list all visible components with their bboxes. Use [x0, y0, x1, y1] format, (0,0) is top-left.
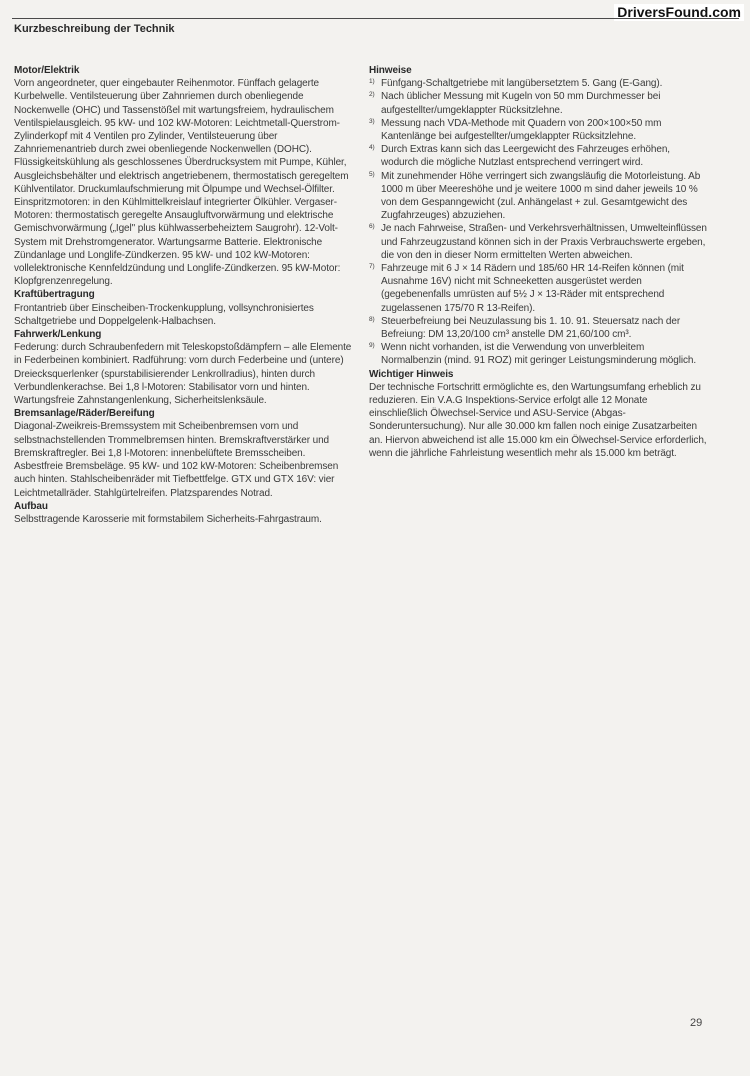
footnote-text: Mit zunehmender Höhe verringert sich zwangsläufig die Motorleistung. Ab 1000 m über Meereshöhe und je weitere 1000 m sind daher jeweils 10 % von dem Gespanngewicht (zul. Anhängelast + zul. Gesamtgewicht des Zugfahrzeuges) abzuziehen. [381, 170, 701, 222]
footnote-number: 5) [369, 170, 375, 178]
important-title: Wichtiger Hinweis [369, 368, 454, 380]
section-kraftuebertragung [14, 288, 356, 328]
footnote-text: Durch Extras kann sich das Leergewicht des Fahrzeuges erhöhen, wodurch die mögliche Nutzlast entsprechend verringert wird. [381, 144, 670, 169]
footnote-text: Messung nach VDA-Methode mit Quadern von 200×100×50 mm Kantenlänge bei aufgestellter/umgeklappter Rücksitzlehne. [381, 117, 662, 143]
section-aufbau [14, 500, 356, 526]
footnote [369, 90, 707, 116]
section-text: Vorn angeordneter, quer eingebauter Reihenmotor. Fünffach gelagerte Kurbelwelle. Ventilsteuerung über Zahnriemen durch obenliegende Nockenwelle (OHC) und Tassenstößel mit wartungsfreiem, hydraulischem Ventilspielausgleich. 95 kW- und 102 kW-Motoren: Leichtmetall-Querstrom-Zylinderkopf mit 4 Ventilen pro Zylinder, Ventilsteuerung über Zahnriemenantrieb durch zwei obenliegende Nockenwellen (DOHC). Flüssigkeitskühlung als geschlossenes Überdrucksystem mit Pumpe, Kühler, Ausgleichsbehälter und elektrisch angetriebenem, thermostatisch geregeltem Kühlventilator. Druckumlaufschmierung mit Ölpumpe und Wechsel-Ölfilter. Einspritzmotoren: in den Kühlmittelkreislauf integrierter Ölkühler. Vergaser-Motoren: thermostatisch geregelte Ansaugluftvorwärmung und elektrische Gemischvorwärmung („Igel" plus kühlwasserbeheiztem Saugrohr). 12-Volt-System mit Drehstromgenerator. Wartungsarme Batterie. Elektronische Zündanlage und Longlife-Zündkerzen. 95 kW- und 102 kW-Motoren: vollelektronische Kennfeldzündung und Longlife-Zündkerzen. 95 kW-Motor: Klopfgrenzenregelung. [14, 78, 349, 288]
footnote-number: 4) [369, 144, 375, 152]
important-text: Der technische Fortschritt ermöglichte es, den Wartungsumfang erheblich zu reduzieren. Ein V.A.G Inspektions-Service erfolgt alle 12 Monate einschließlich Ölwechsel-Service und ASU-Service (Abgas-Sonderuntersuchung). Nur alle 30.000 km fallen noch einige Zusatzarbeiten an. Hiervon abweichend ist alle 15.000 km ein Ölwechsel-Service erforderlich, wenn die jährliche Fahrleistung wesentlich mehr als 15.000 km beträgt. [369, 381, 707, 459]
footnote-number: 7) [369, 263, 375, 271]
footnote-number: 2) [369, 91, 375, 99]
right-column [369, 64, 707, 460]
footnote [369, 77, 707, 90]
footnote [369, 170, 707, 223]
footnote-text: Steuerbefreiung bei Neuzulassung bis 1. 10. 91. Steuersatz nach der Befreiung: DM 13,20/100 cm³ anstelle DM 21,60/100 cm³. [381, 315, 681, 341]
page-number: 29 [690, 1017, 703, 1029]
section-fahrwerk [14, 328, 356, 407]
footnote-number: 6) [369, 223, 375, 231]
footnote-number: 9) [369, 342, 375, 350]
section-motor [14, 64, 356, 288]
footnote [369, 315, 707, 341]
section-title: Bremsanlage/Räder/Bereifung [14, 408, 155, 420]
left-column [14, 64, 356, 526]
watermark: DriversFound.com [614, 4, 744, 21]
footnote [369, 143, 707, 169]
section-text: Selbsttragende Karosserie mit formstabilem Sicherheits-Fahrgastraum. [14, 513, 322, 525]
section-title: Fahrwerk/Lenkung [14, 329, 102, 341]
notes-title: Hinweise [369, 65, 412, 76]
section-text: Frontantrieb über Einscheiben-Trockenkupplung, vollsynchronisiertes Schaltgetriebe und Doppelgelenk-Halbachsen. [14, 302, 314, 327]
footnote-text: Fahrzeuge mit 6 J × 14 Rädern und 185/60 HR 14-Reifen können (mit Ausnahme 16V) nicht mit Schneeketten ausgerüstet werden (gegebenenfalls umrüsten auf 5½ J × 13-Räder mit entsprechend zugelassenen 175/70 R 13-Reifen). [381, 263, 684, 314]
footnote-text: Je nach Fahrweise, Straßen- und Verkehrsverhältnissen, Umwelteinflüssen und Fahrzeugzustand können sich in der Praxis Verbrauchswerte ergeben, die von den in dieser Norm ermittelten Werten abweichen. [381, 223, 707, 261]
footnote-number: 3) [369, 117, 375, 125]
footnote-text: Wenn nicht vorhanden, ist die Verwendung von unverbleitem Normalbenzin (mind. 91 ROZ) mit geringer Leistungsminderung möglich. [381, 342, 697, 367]
footnote [369, 117, 707, 143]
footnote-text: Nach üblicher Messung mit Kugeln von 50 mm Durchmesser bei aufgestellter/umgeklappter Rücksitzlehne. [381, 91, 661, 116]
header-rule [12, 18, 739, 19]
section-bremsanlage [14, 407, 356, 499]
section-title: Motor/Elektrik [14, 65, 80, 76]
section-text: Diagonal-Zweikreis-Bremssystem mit Scheibenbremsen vorn und selbstnachstellenden Trommelbremsen hinten. Bremskraftverstärker und Bremskraftregler. Bei 1,8 l-Motoren: innenbelüftete Bremsscheiben. Asbestfreie Bremsbeläge. 95 kW- und 102 kW-Motoren: Scheibenbremsen auch hinten. Stahlscheibenräder mit Tiefbettfelge. GTX und GTX 16V: vier Leichtmetallräder. Stahlgürtelreifen. Platzsparendes Notrad. [14, 421, 339, 499]
footnote-number: 8) [369, 315, 375, 323]
page-header: Kurzbeschreibung der Technik [14, 23, 175, 35]
footnote-text: Fünfgang-Schaltgetriebe mit langübersetztem 5. Gang (E-Gang). [381, 78, 663, 90]
section-title: Kraftübertragung [14, 289, 95, 301]
section-text: Federung: durch Schraubenfedern mit Teleskopstoßdämpfern – alle Elemente in Federbeinen kombiniert. Radführung: vorn durch Federbeine und (untere) Dreiecksquerlenker (spurstabilisierender Lenkrollradius), hinten durch Verbundlenkerachse. Bei 1,8 l-Motoren: Stabilisator vorn und hinten. Wartungsfreie Zahnstangenlenkung, Sicherheitslenksäule. [14, 342, 352, 407]
footnote [369, 262, 707, 315]
footnote-number: 1) [369, 78, 375, 86]
section-title: Aufbau [14, 500, 48, 512]
footnote [369, 222, 707, 262]
footnote [369, 341, 707, 367]
